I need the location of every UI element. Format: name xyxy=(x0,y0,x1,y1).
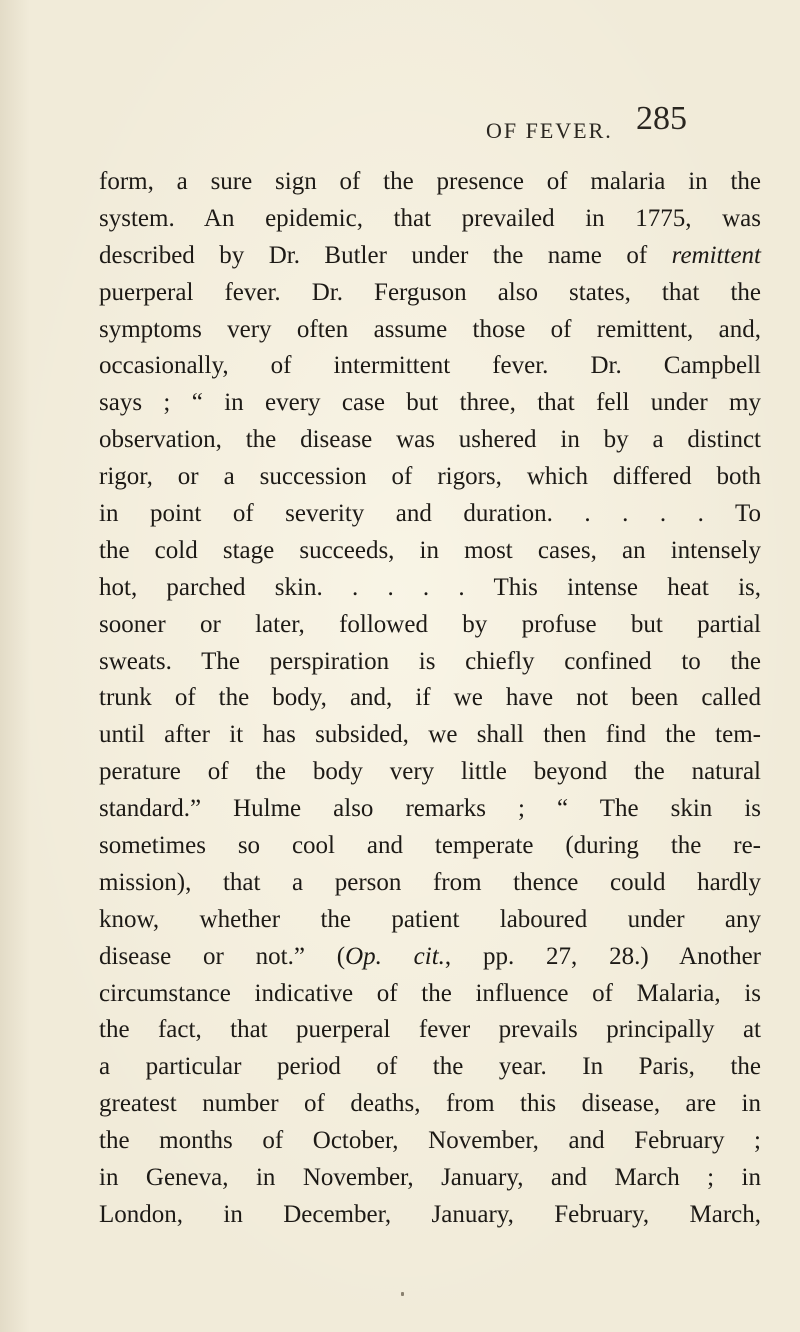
text-segment: disease or not.” ( xyxy=(99,942,346,970)
italic-term: remittent xyxy=(671,241,761,269)
text-line: observation, the disease was ushered in by a distinct xyxy=(99,426,761,454)
text-line: says ; “ in every case but three, that fell under my xyxy=(99,389,761,417)
page-number: 285 xyxy=(636,100,687,137)
text-line: form, a sure sign of the presence of malaria in the xyxy=(99,168,761,195)
text-line: the fact, that puerperal fever prevails principally at xyxy=(99,1016,761,1044)
italic-citation: Op. cit. xyxy=(345,942,445,970)
text-line: the cold stage succeeds, in most cases, an intensely xyxy=(99,536,761,564)
text-line: system. An epidemic, that prevailed in 1775, was xyxy=(99,204,761,232)
text-line: a particular period of the year. In Paris, the xyxy=(99,1053,761,1081)
text-line xyxy=(99,238,761,275)
text-line: the months of October, November, and February ; xyxy=(99,1127,761,1155)
text-segment: described by Dr. Butler under the name of xyxy=(99,241,672,269)
text-line: sooner or later, followed by profuse but partial xyxy=(99,610,761,638)
text-line: symptoms very often assume those of remittent, and, xyxy=(99,315,761,343)
text-line: London, in December, January, February, March, xyxy=(99,1200,761,1228)
text-line: hot, parched skin. . . . . This intense heat is, xyxy=(99,573,761,601)
text-line: in Geneva, in November, January, and March ; in xyxy=(99,1164,761,1192)
text-line: know, whether the patient laboured under any xyxy=(99,905,761,933)
text-line: until after it has subsided, we shall then find the tem- xyxy=(99,721,761,749)
text-line: trunk of the body, and, if we have not been called xyxy=(99,684,761,712)
running-title: OF FEVER. xyxy=(486,118,613,143)
paper-speck xyxy=(401,1292,404,1296)
text-line: standard.” Hulme also remarks ; “ The skin is xyxy=(99,795,761,823)
text-line: in point of severity and duration. . . . . To xyxy=(99,500,761,528)
text-line: puerperal fever. Dr. Ferguson also states, that the xyxy=(99,278,761,306)
text-line: mission), that a person from thence could hardly xyxy=(99,868,761,896)
body-text xyxy=(99,164,761,1234)
text-line: circumstance indicative of the influence of Malaria, is xyxy=(99,979,761,1007)
text-line: greatest number of deaths, from this disease, are in xyxy=(99,1090,761,1118)
text-line xyxy=(99,939,761,976)
text-line: rigor, or a succession of rigors, which differed both xyxy=(99,463,761,491)
text-line: occasionally, of intermittent fever. Dr. Campbell xyxy=(99,352,761,380)
text-line: perature of the body very little beyond the natural xyxy=(99,758,761,786)
text-segment: , pp. 27, 28.) Another xyxy=(444,942,762,970)
text-line: sweats. The perspiration is chiefly confined to the xyxy=(99,647,761,675)
text-line: sometimes so cool and temperate (during the re- xyxy=(99,832,761,860)
